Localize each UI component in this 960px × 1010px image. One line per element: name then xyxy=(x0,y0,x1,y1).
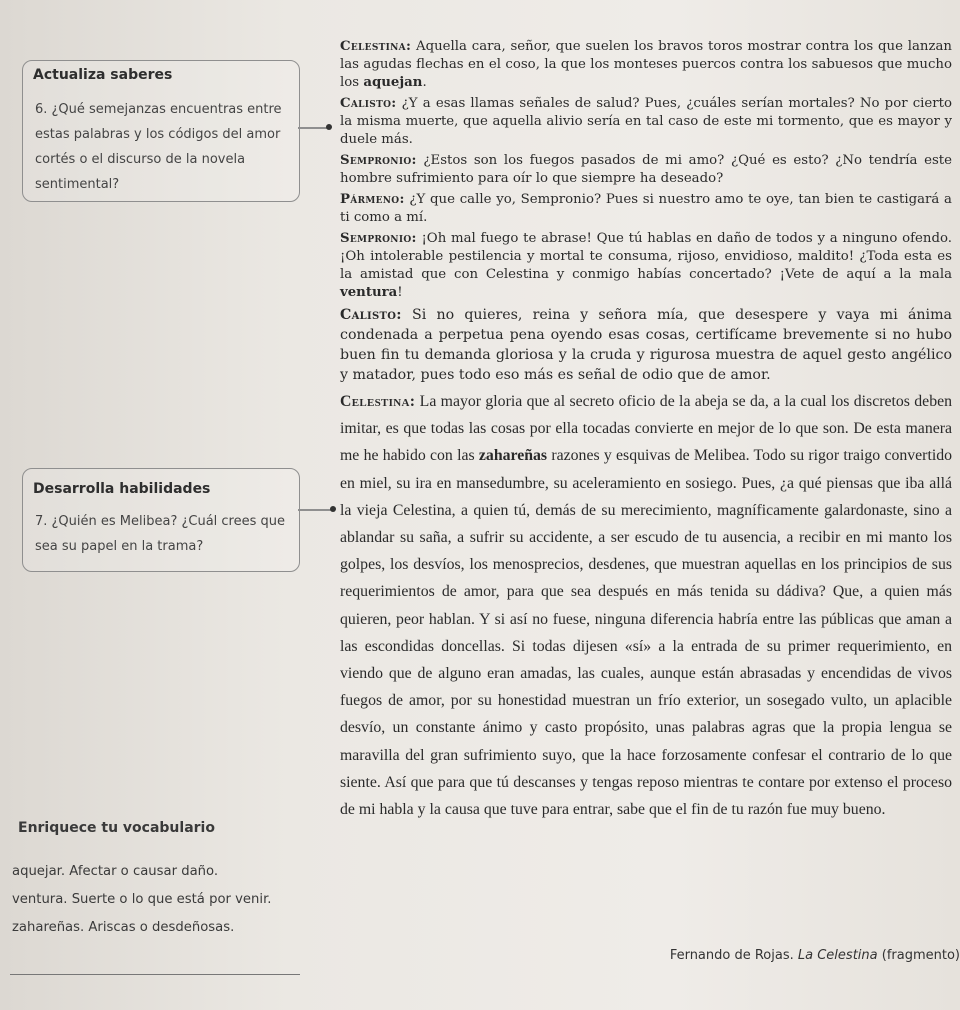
speaker-label: Calisto: xyxy=(340,307,402,323)
vocabulary-section xyxy=(10,820,310,942)
source-citation: Fernando de Rojas. La Celestina (fragmento) xyxy=(669,948,960,963)
speaker-label: Sempronio: xyxy=(340,231,417,246)
connector-dot xyxy=(330,506,336,512)
paragraph: Celestina: La mayor gloria que al secreto oficio de la abeja se da, a la cual los discretos deben imitar, es que todas las cosas por ella tocadas convierte en mejor de lo que son. De esta manera me he habido con las zahareñas razones y esquivas de Melibea. Todo su rigor traigo convertido en miel, su ira en mansedumbre, su aceleramiento en sosiego. Pues, ¿a qué piensas que iba allá la vieja Celestina, a quien tú, demás de su merecimiento, magníficamente galardonaste, sino a ablandar su saña, a sufrir su accidente, a ser escudo de tu ausencia, a recibir en mi manto los golpes, los desvíos, los menosprecios, desdenes, que muestran aquellas en los principios de sus requerimientos de amor, para que sea después en más tenida su dádiva? Que, a quien más quieren, peor hablan. Y si así no fuese, ninguna diferencia habría entre las públicas que aman a las escondidas doncellas. Si todas dijesen «sí» a la entrada de su primer requerimiento, en viendo que de alguno eran amadas, las cuales, aunque están abrasadas y encendidas de vivos fuegos de amor, por su honestidad muestran un frío exterior, un sosegado vulto, un aplacible desvío, un constante ánimo y casto propósito, unas palabras agras que la propia lengua se maravilla del gran sufrimiento suyo, que la hace forzosamente confesar el contrario de lo que siente. Así que para que tú descanses y tengas reposo mientras te contare por extenso el proceso de mi habla y la causa que tuve para entrar, sabe que el fin de tu razón fue muy bueno. xyxy=(340,393,953,819)
speaker-label: Calisto: xyxy=(340,96,397,111)
dialogue-text xyxy=(340,38,952,826)
box-question: 6. ¿Qué semejanzas encuentras entre estas palabras y los códigos del amor cortés o el discurso de la novela sentimental? xyxy=(35,102,282,192)
vocab-entry: zahareñas. Ariscas o desdeñosas. xyxy=(12,920,235,935)
speaker-label: Sempronio: xyxy=(340,153,417,168)
box-question: 7. ¿Quién es Melibea? ¿Cuál crees que sea su papel en la trama? xyxy=(35,514,286,554)
paragraph: Calisto: Si no quieres, reina y señora mía, que desespere y vaya mi ánima condenada a perpetua pena oyendo esas cosas, certifícame brevemente si no hubo buen fin tu demanda gloriosa y la cruda y rigurosa muestra de aquel gesto angélico y matador, pues todo eso más es señal de odio que de amor. xyxy=(340,307,952,383)
vocab-entry: aquejar. Afectar o causar daño. xyxy=(12,864,219,879)
activity-box-desarrolla-habilidades xyxy=(22,468,300,572)
divider xyxy=(10,974,300,975)
vocab-word: zahareñas xyxy=(478,447,548,465)
paragraph: Celestina: Aquella cara, señor, que suelen los bravos toros mostrar contra los que lanzan las agudas flechas en el coso, la que los monteses puercos contra los sabuesos que mucho los aquejan. xyxy=(340,39,952,90)
box-title: Actualiza saberes xyxy=(33,67,173,83)
box-title: Desarrolla habilidades xyxy=(33,481,211,497)
vocabulary-title: Enriquece tu vocabulario xyxy=(18,820,215,836)
paragraph: Calisto: ¿Y a esas llamas señales de salud? Pues, ¿cuáles serían mortales? No por cierto la misma muerte, que aquella alivio sería en tal caso de este mi tormento, que es mayor y duele más. xyxy=(340,96,953,147)
activity-box-actualiza-saberes xyxy=(22,60,300,202)
vocab-word: aquejan xyxy=(363,75,423,90)
connector-dot xyxy=(326,124,332,130)
paragraph: Pármeno: ¿Y que calle yo, Sempronio? Pues si nuestro amo te oye, tan bien te castigará a ti como a mí. xyxy=(340,192,952,225)
vocab-word: ventura xyxy=(340,285,398,300)
paragraph: Sempronio: ¿Estos son los fuegos pasados de mi amo? ¿Qué es esto? ¿No tendría este hombre sufrimiento para oír lo que siempre ha deseado? xyxy=(340,153,953,186)
connector-line xyxy=(298,127,328,129)
connector-line xyxy=(298,509,332,511)
speaker-label: Pármeno: xyxy=(340,192,405,207)
vocab-entry: ventura. Suerte o lo que está por venir. xyxy=(12,892,272,907)
paragraph: Sempronio: ¡Oh mal fuego te abrase! Que tú hablas en daño de todos y a ninguno ofendo. ¡Oh intolerable pestilencia y mortal te consuma, rijoso, envidioso, maldito! ¿Toda esta es la amistad que con Celestina y conmigo habías concertado? ¡Vete de aquí a la mala ventura! xyxy=(340,231,953,300)
speaker-label: Celestina: xyxy=(340,393,416,410)
speaker-label: Celestina: xyxy=(340,39,412,54)
